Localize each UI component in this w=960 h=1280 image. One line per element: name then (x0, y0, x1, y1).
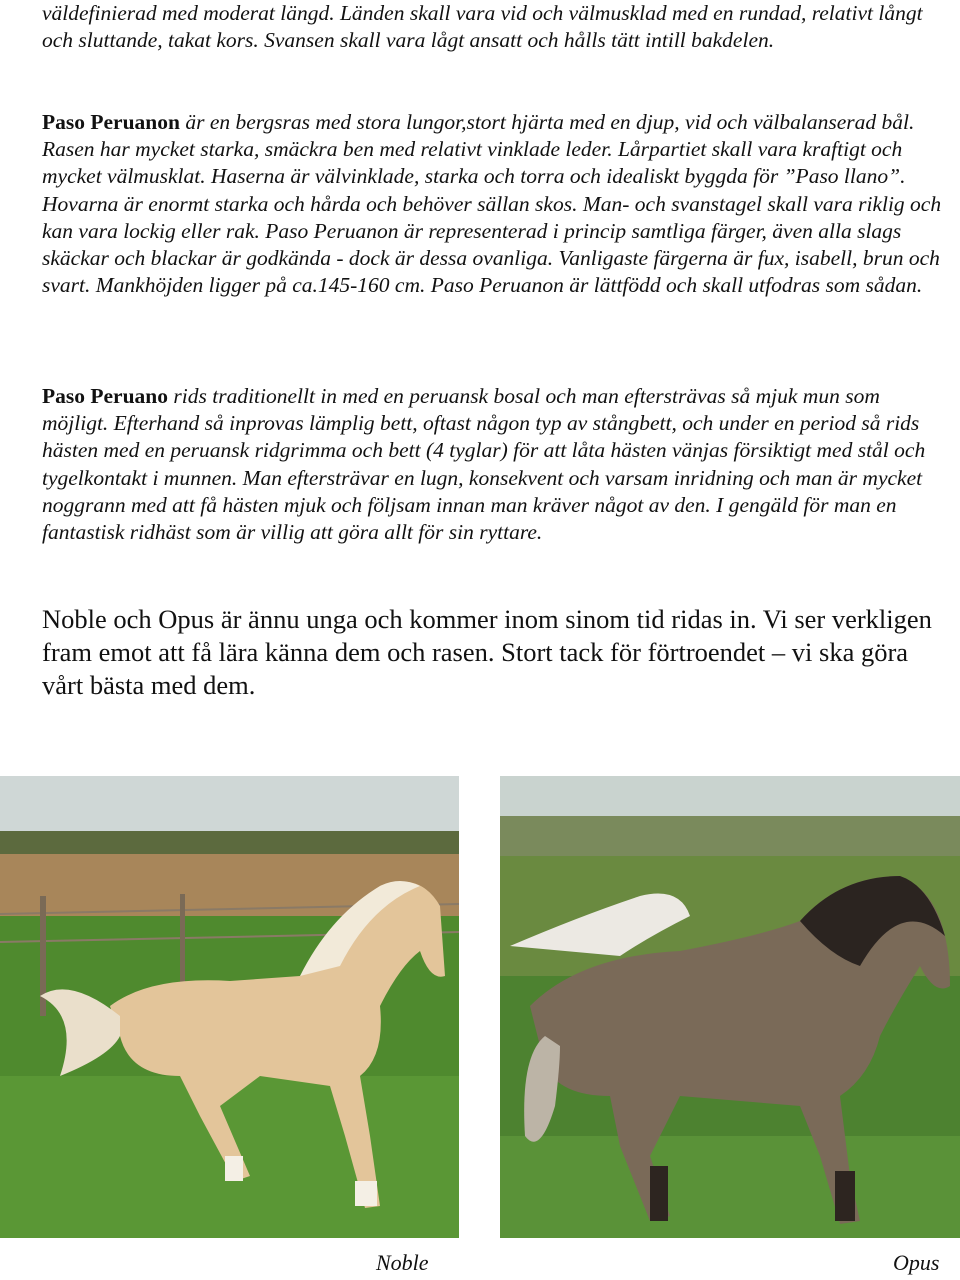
paragraph-text: är en bergsras med stora lungor,stort hjärta med en djup, vid och välbalanserad bål. Rasen har mycket starka, smäckra ben med relativt vinklade leder. Lårpartiet skall vara kraftigt och mycket välmusklat. Haserna är välvinklade, starka och torra och idealiskt byggda för ”Paso llano”. Hovarna är enormt starka och hårda och behöver sällan skos. Man- och svanstagel skall vara riklig och kan vara lockig eller rak. Paso Peruanon är representerad i princip samtliga färger, även alla slags skäckar och blackar är godkända - dock är dessa ovanliga. Vanligaste färgerna är fux, isabell, brun och svart. Mankhöjden ligger på ca.145-160 cm. Paso Peruanon är lättfödd och skall utfodras som sådan. (42, 110, 942, 298)
caption-opus: Opus (893, 1250, 940, 1275)
paragraph-conformation-end (42, 0, 942, 54)
paragraph-riding-tradition (42, 383, 942, 546)
horse-opus-image (500, 776, 960, 1238)
photo-noble (0, 776, 459, 1238)
paragraph-text: rids traditionellt in med en peruansk bosal och man eftersträvas så mjuk mun som möjligt. Efterhand så inprovas lämplig bett, oftast någon typ av stångbett, och under en period så rids hästen med en peruansk ridgrimma och bett (4 tyglar) för att låta hästen vänjas försiktigt med stål och tygelkontakt i munnen. Man eftersträvar en lugn, konsekvent och varsam inridning och man är mycket noggrann med att få hästen mjuk och följsam innan man kräver något av den. I gengäld för man en fantastisk ridhäst som är villig att göra allt för sin ryttare. (42, 384, 926, 545)
paragraph-text: Noble och Opus är ännu unga och kommer inom sinom tid ridas in. Vi ser verkligen fram emot att få lära känna dem och rasen. Stort tack för förtroendet – vi ska göra vårt bästa med dem. (42, 604, 932, 700)
photo-opus (500, 776, 960, 1238)
horse-noble-image (0, 776, 459, 1238)
breed-name-bold: Paso Peruano (42, 384, 169, 408)
paragraph-noble-opus (42, 603, 942, 702)
paragraph-breed-description (42, 109, 942, 299)
paragraph-text: väldefinierad med moderat längd. Länden skall vara vid och välmusklad med en rundad, relativt långt och sluttande, takat kors. Svansen skall vara lågt ansatt och hålls tätt intill bakdelen. (42, 1, 923, 53)
caption-noble: Noble (376, 1250, 429, 1275)
breed-name-bold: Paso Peruanon (42, 110, 180, 134)
